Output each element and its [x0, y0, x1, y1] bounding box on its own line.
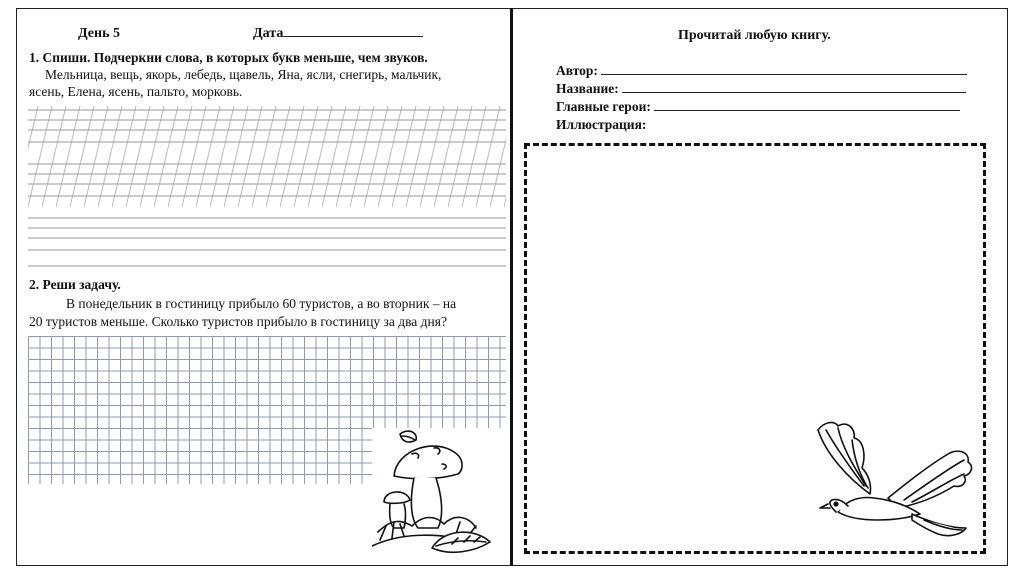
task2-title: 2. Реши задачу.	[29, 277, 121, 292]
task2-text-line1: В понедельник в гостиницу прибыло 60 туристов, а во вторник – на	[66, 296, 457, 311]
author-field[interactable]	[556, 63, 967, 79]
task1-words-line2: ясень, Елена, ясень, пальто, морковь.	[29, 84, 243, 99]
date-field[interactable]	[253, 26, 423, 42]
task1-title: 1. Спиши. Подчеркни слова, в которых букв меньше, чем звуков.	[29, 50, 428, 65]
mushroom-illustration-icon	[372, 428, 508, 560]
day-label: День 5	[78, 26, 120, 41]
bird-illustration-icon	[808, 416, 978, 542]
heroes-label: Главные герои:	[556, 99, 651, 114]
task1-words-line1: Мельница, вещь, якорь, лебедь, щавель, Яна, ясли, снегирь, мальчик,	[45, 67, 442, 82]
heroes-field[interactable]	[556, 99, 960, 115]
right-title: Прочитай любую книгу.	[678, 28, 831, 43]
illustration-label: Иллюстрация:	[556, 117, 647, 132]
name-label: Название:	[556, 81, 619, 96]
author-label: Автор:	[556, 63, 598, 78]
handwriting-lines[interactable]	[28, 106, 506, 274]
name-field[interactable]	[556, 81, 966, 97]
handwriting-lines-svg	[28, 106, 506, 274]
task2-text-line2: 20 туристов меньше. Сколько туристов прибыло в гостиницу за два дня?	[29, 314, 447, 329]
date-label: Дата	[253, 26, 284, 41]
page-divider	[510, 8, 513, 566]
